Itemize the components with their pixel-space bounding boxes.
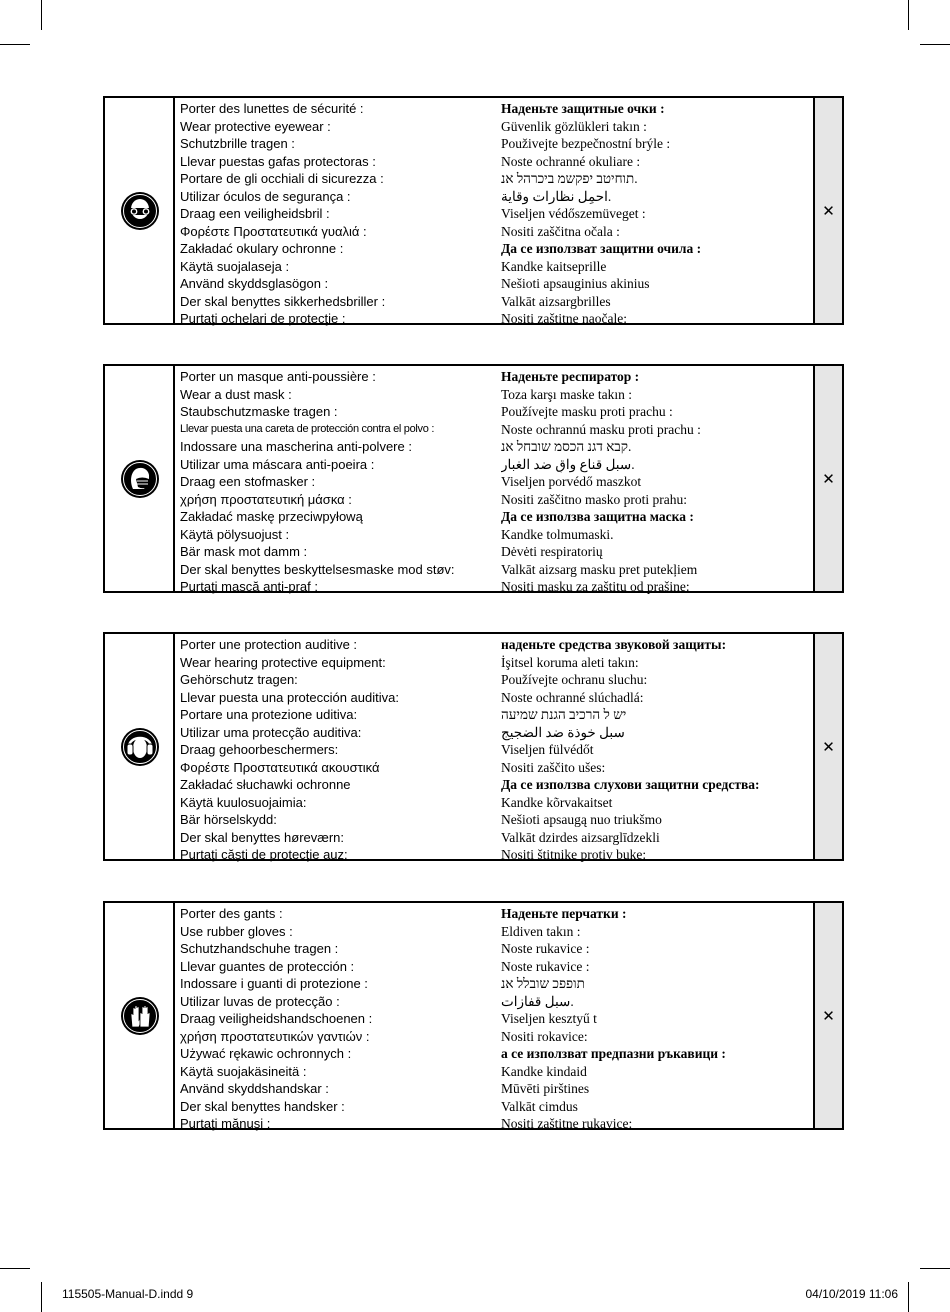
instruction-line: Nešioti apsaugą nuo triukšmo (501, 812, 662, 827)
instruction-line: Zakładać maskę przeciwpyłową (180, 509, 363, 524)
instruction-line: Wear protective eyewear : (180, 118, 331, 134)
instruction-line: Používejte ochranu sluchu: (501, 672, 648, 687)
crop-mark (41, 1282, 42, 1312)
instruction-line: Noste rukavice : (501, 958, 590, 974)
instruction-line: Draag een stofmasker : (180, 474, 316, 489)
instruction-line: Portare de gli occhiali di sicurezza : (180, 171, 384, 186)
crop-mark (908, 1282, 909, 1312)
crop-mark (41, 0, 42, 30)
instructions-column-left (180, 636, 500, 864)
instructions-column-right (501, 368, 813, 596)
instruction-line: Nositi štitnike protiv buke: (501, 847, 647, 862)
ear-protection-icon (120, 727, 160, 767)
crop-mark (0, 1268, 30, 1269)
instruction-line: Utilizar óculos de segurança : (180, 188, 351, 204)
icon-cell (105, 634, 175, 859)
instruction-line: קבא דגנ הכסמ שובחל אנ. (501, 439, 632, 454)
instruction-line: Der skal benyttes beskyttelsesmaske mod støv: (180, 561, 455, 577)
cross-mark: ✕ (822, 1006, 835, 1025)
instruction-line: Toza karşı maske takın : (501, 386, 633, 402)
instruction-line: χρήση προστατευτική μάσκα : (180, 491, 352, 507)
instruction-line: Viseljen fülvédőt (501, 742, 594, 757)
instruction-line: İşitsel koruma aleti takın: (501, 654, 639, 670)
instruction-line: Używać rękawic ochronnych : (180, 1046, 352, 1061)
instruction-line: Use rubber gloves : (180, 923, 293, 939)
instruction-line: תוחיטב יפקשמ ביכרהל אנ. (501, 171, 638, 186)
instruction-line: Staubschutzmaske tragen : (180, 404, 338, 419)
instructions-column-right (501, 100, 813, 328)
instruction-line: Porter des gants : (180, 906, 283, 921)
instructions-column-right (501, 905, 813, 1133)
instruction-line: Purtaţi mască anti-praf : (180, 579, 318, 594)
instruction-line: Draag gehoorbeschermers: (180, 742, 339, 757)
instruction-line: Llevar guantes de protección : (180, 958, 355, 974)
instructions-column-left (180, 905, 500, 1133)
instruction-line: а се използват предпазни ръкавици : (501, 1046, 726, 1061)
instruction-line: Valkāt cimdus (501, 1098, 578, 1114)
instruction-line: Der skal benyttes sikkerhedsbriller : (180, 293, 386, 309)
protective-gloves-icon (120, 996, 160, 1036)
instruction-line: Portare una protezione uditiva: (180, 707, 358, 722)
cross-mark: ✕ (822, 737, 835, 756)
mark-cell (813, 634, 842, 859)
instruction-line: Наденьте перчатки : (501, 906, 627, 921)
instruction-line: Purtaţi ochelari de protecţie : (180, 311, 346, 326)
cross-mark: ✕ (822, 201, 835, 220)
instruction-line: Llevar puesta una protección auditiva: (180, 689, 399, 705)
instruction-line: Valkāt aizsargbrilles (501, 293, 611, 309)
instruction-line: Noste ochranné okuliare : (501, 153, 641, 169)
instruction-line: Noste ochrannú masku proti prachu : (501, 421, 701, 437)
instruction-line: Schutzbrille tragen : (180, 136, 295, 151)
footer-datetime: 04/10/2019 11:06 (805, 1287, 898, 1301)
icon-cell (105, 903, 175, 1128)
instruction-line: Eldiven takın : (501, 923, 581, 939)
instruction-line: سبل قفازات. (501, 993, 574, 1009)
crop-mark (0, 44, 30, 45)
instruction-line: Purtaţi mănuşi : (180, 1116, 271, 1131)
safety-panel-gloves (103, 901, 844, 1130)
instruction-line: Nositi zaščitna očala : (501, 223, 620, 239)
instruction-line: Да се използва слухови защитни средства: (501, 777, 760, 792)
instruction-line: Porter un masque anti-poussière : (180, 369, 376, 384)
instruction-line: سبل قناع واقٍ ضد الغبار. (501, 456, 635, 472)
instructions-column-left (180, 368, 500, 596)
instruction-line: наденьте средства звуковой защиты: (501, 637, 727, 652)
instruction-line: יש ל הרכיב הגנת שמיעה (501, 707, 627, 722)
instruction-line: Güvenlik gözlükleri takın : (501, 118, 647, 134)
instruction-line: Der skal benyttes handsker : (180, 1098, 345, 1114)
instruction-line: Llevar puestas gafas protectoras : (180, 153, 376, 169)
safety-panel-ear-protection (103, 632, 844, 861)
instruction-line: Да се използва защитна маска : (501, 509, 694, 524)
safety-panel-dust-mask (103, 364, 844, 593)
instruction-line: Viseljen kesztyű t (501, 1011, 597, 1026)
instruction-line: Viseljen porvédő maszkot (501, 474, 642, 489)
instruction-line: Draag een veiligheidsbril : (180, 206, 330, 221)
instruction-line: Použivejte bezpečnostní brýle : (501, 136, 671, 151)
instruction-line: Φορέστε Προστατευτικά ακουστικά (180, 759, 380, 775)
instruction-line: Käytä suojalaseja : (180, 258, 290, 274)
instruction-line: תופפכ שובלל אנ (501, 976, 585, 991)
dust-mask-icon (120, 459, 160, 499)
instruction-line: Draag veiligheidshandschoenen : (180, 1011, 373, 1026)
instruction-line: Schutzhandschuhe tragen : (180, 941, 339, 956)
instruction-line: Wear hearing protective equipment: (180, 654, 386, 670)
instruction-line: Bär hörselskydd: (180, 812, 277, 827)
instruction-line: Viseljen védőszemüveget : (501, 206, 646, 221)
instruction-line: Nositi rokavice: (501, 1028, 588, 1044)
instruction-line: Да се използват защитни очила : (501, 241, 702, 256)
mark-cell (813, 903, 842, 1128)
icon-cell (105, 366, 175, 591)
instruction-line: Der skal benyttes høreværn: (180, 829, 345, 845)
instruction-line: Kandke kõrvakaitset (501, 794, 613, 810)
instruction-line: Valkāt aizsarg masku pret putekļiem (501, 561, 698, 577)
instruction-line: Nositi zaščito ušes: (501, 759, 606, 775)
cross-mark: ✕ (822, 469, 835, 488)
instruction-line: سبل خوذة ضد الضجيج (501, 724, 625, 740)
instruction-line: χρήση προστατευτικών γαντιών : (180, 1028, 370, 1044)
instruction-line: Indossare i guanti di protezione : (180, 976, 368, 991)
instruction-line: Käytä kuulosuojaimia: (180, 794, 307, 810)
instruction-line: Dėvėti respiratorių (501, 544, 603, 559)
instruction-line: Nositi zaštitne naočale: (501, 311, 627, 326)
instruction-line: Наденьте защитные очки : (501, 101, 665, 116)
instruction-line: Porter une protection auditive : (180, 637, 358, 652)
instruction-line: Indossare una mascherina anti-polvere : (180, 439, 412, 454)
mark-cell (813, 98, 842, 323)
crop-mark (920, 44, 950, 45)
instruction-line: Utilizar luvas de protecção : (180, 993, 340, 1009)
instruction-line: Llevar puesta una careta de protección contra el polvo : (180, 422, 435, 435)
instructions-column-left (180, 100, 500, 328)
instructions-column-right (501, 636, 813, 864)
instruction-line: Mūvēti pirštines (501, 1081, 590, 1096)
instruction-line: Nositi zaštitne rukavice: (501, 1116, 633, 1131)
instruction-line: Používejte masku proti prachu : (501, 404, 673, 419)
instruction-line: Purtaţi căşti de protecţie auz: (180, 847, 348, 862)
safety-panel-goggles (103, 96, 844, 325)
instruction-line: احمِل نظارات وقاية. (501, 188, 612, 204)
instruction-line: Наденьте респиратор : (501, 369, 640, 384)
instruction-line: Porter des lunettes de sécurité : (180, 101, 364, 116)
instruction-line: Använd skyddshandskar : (180, 1081, 329, 1096)
footer-file-name: 115505-Manual-D.indd 9 (62, 1287, 194, 1301)
icon-cell (105, 98, 175, 323)
instruction-line: Använd skyddsglasögon : (180, 276, 329, 291)
instruction-line: Noste ochranné slúchadlá: (501, 689, 644, 705)
instruction-line: Utilizar uma máscara anti-poeira : (180, 456, 375, 472)
instruction-line: Valkāt dzirdes aizsarglīdzekli (501, 829, 660, 845)
instruction-line: Utilizar uma protecção auditiva: (180, 724, 362, 740)
instruction-line: Bär mask mot damm : (180, 544, 308, 559)
instruction-line: Wear a dust mask : (180, 386, 292, 402)
instruction-line: Noste rukavice : (501, 941, 590, 956)
instruction-line: Kandke tolmumaski. (501, 526, 614, 542)
instruction-line: Φορέστε Προστατευτικά γυαλιά : (180, 223, 367, 239)
instruction-line: Nositi zaščitno masko proti prahu: (501, 491, 687, 507)
crop-mark (908, 0, 909, 30)
instruction-line: Gehörschutz tragen: (180, 672, 298, 687)
crop-mark (920, 1268, 950, 1269)
instruction-line: Kandke kindaid (501, 1063, 587, 1079)
mark-cell (813, 366, 842, 591)
instruction-line: Zakładać słuchawki ochronne (180, 777, 351, 792)
instruction-line: Kandke kaitseprille (501, 258, 607, 274)
instruction-line: Zakładać okulary ochronne : (180, 241, 344, 256)
instruction-line: Käytä pölysuojust : (180, 526, 290, 542)
instruction-line: Käytä suojakäsineitä : (180, 1063, 307, 1079)
safety-goggles-icon (120, 191, 160, 231)
instruction-line: Nositi masku za zaštitu od prašine: (501, 579, 690, 594)
instruction-line: Nešioti apsauginius akinius (501, 276, 650, 291)
